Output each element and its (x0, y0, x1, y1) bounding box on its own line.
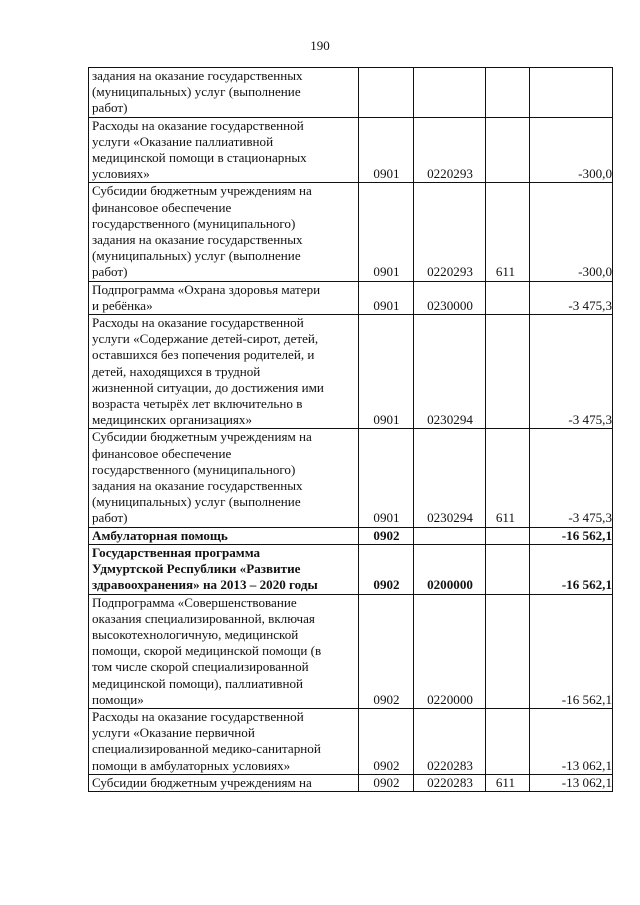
table-row (89, 527, 613, 544)
section-code-cell: 0902 (359, 527, 414, 544)
row-name-cell: Расходы на оказание государственной услуги «Содержание детей-сирот, детей, оставшихся без попечения родителей, и детей, находящихся в трудной жизненной ситуации, до достижения ими возраста четырёх лет включительно в медицинских организациях» (89, 315, 359, 429)
row-name-cell: Подпрограмма «Совершенствование оказания специализированной, включая высокотехнологичную, медицинской помощи, скорой медицинской помощи (в том числе скорой специализированной медицинской помощи), паллиативной помощи» (89, 594, 359, 708)
amount-cell: -300,0 (530, 117, 613, 183)
target-code-cell: 0230294 (414, 429, 486, 527)
amount-cell: -3 475,3 (530, 315, 613, 429)
expense-type-cell: 611 (486, 774, 530, 791)
expense-type-cell (486, 527, 530, 544)
amount-cell: -16 562,1 (530, 527, 613, 544)
expense-type-cell (486, 281, 530, 314)
amount-cell: -3 475,3 (530, 429, 613, 527)
amount-cell: -16 562,1 (530, 544, 613, 594)
table-row (89, 708, 613, 774)
table-row (89, 544, 613, 594)
amount-cell: -300,0 (530, 183, 613, 281)
section-code-cell: 0901 (359, 315, 414, 429)
table-row (89, 774, 613, 791)
expense-type-cell (486, 544, 530, 594)
page-number: 190 (310, 38, 330, 53)
target-code-cell (414, 68, 486, 118)
amount-cell: -13 062,1 (530, 708, 613, 774)
section-code-cell: 0901 (359, 183, 414, 281)
section-code-cell (359, 68, 414, 118)
budget-table (88, 67, 613, 792)
target-code-cell: 0220293 (414, 117, 486, 183)
section-code-cell: 0902 (359, 594, 414, 708)
expense-type-cell (486, 117, 530, 183)
amount-cell: -16 562,1 (530, 594, 613, 708)
table-row (89, 281, 613, 314)
row-name-cell: Подпрограмма «Охрана здоровья матери и ребёнка» (89, 281, 359, 314)
section-code-cell: 0901 (359, 429, 414, 527)
target-code-cell (414, 527, 486, 544)
expense-type-cell: 611 (486, 183, 530, 281)
expense-type-cell (486, 315, 530, 429)
section-code-cell: 0901 (359, 117, 414, 183)
target-code-cell: 0220283 (414, 708, 486, 774)
row-name-cell: Субсидии бюджетным учреждениям на (89, 774, 359, 791)
table-row (89, 429, 613, 527)
amount-cell: -13 062,1 (530, 774, 613, 791)
amount-cell (530, 68, 613, 118)
target-code-cell: 0230294 (414, 315, 486, 429)
row-name-cell: Субсидии бюджетным учреждениям на финансовое обеспечение государственного (муниципального) задания на оказание государственных (муниципальных) услуг (выполнение работ) (89, 429, 359, 527)
target-code-cell: 0220000 (414, 594, 486, 708)
row-name-cell: задания на оказание государственных (муниципальных) услуг (выполнение работ) (89, 68, 359, 118)
table-row (89, 183, 613, 281)
row-name-cell: Амбулаторная помощь (89, 527, 359, 544)
target-code-cell: 0220293 (414, 183, 486, 281)
section-code-cell: 0902 (359, 544, 414, 594)
expense-type-cell: 611 (486, 429, 530, 527)
row-name-cell: Субсидии бюджетным учреждениям на финансовое обеспечение государственного (муниципального) задания на оказание государственных (муниципальных) услуг (выполнение работ) (89, 183, 359, 281)
table-row (89, 117, 613, 183)
section-code-cell: 0902 (359, 708, 414, 774)
target-code-cell: 0230000 (414, 281, 486, 314)
target-code-cell: 0200000 (414, 544, 486, 594)
row-name-cell: Государственная программа Удмуртской Республики «Развитие здравоохранения» на 2013 – 2020 годы (89, 544, 359, 594)
expense-type-cell (486, 594, 530, 708)
expense-type-cell (486, 68, 530, 118)
budget-table-body (89, 68, 613, 792)
section-code-cell: 0901 (359, 281, 414, 314)
target-code-cell: 0220283 (414, 774, 486, 791)
amount-cell: -3 475,3 (530, 281, 613, 314)
expense-type-cell (486, 708, 530, 774)
table-row (89, 594, 613, 708)
row-name-cell: Расходы на оказание государственной услуги «Оказание паллиативной медицинской помощи в стационарных условиях» (89, 117, 359, 183)
row-name-cell: Расходы на оказание государственной услуги «Оказание первичной специализированной медико-санитарной помощи в амбулаторных условиях» (89, 708, 359, 774)
section-code-cell: 0902 (359, 774, 414, 791)
table-row (89, 68, 613, 118)
table-row (89, 315, 613, 429)
